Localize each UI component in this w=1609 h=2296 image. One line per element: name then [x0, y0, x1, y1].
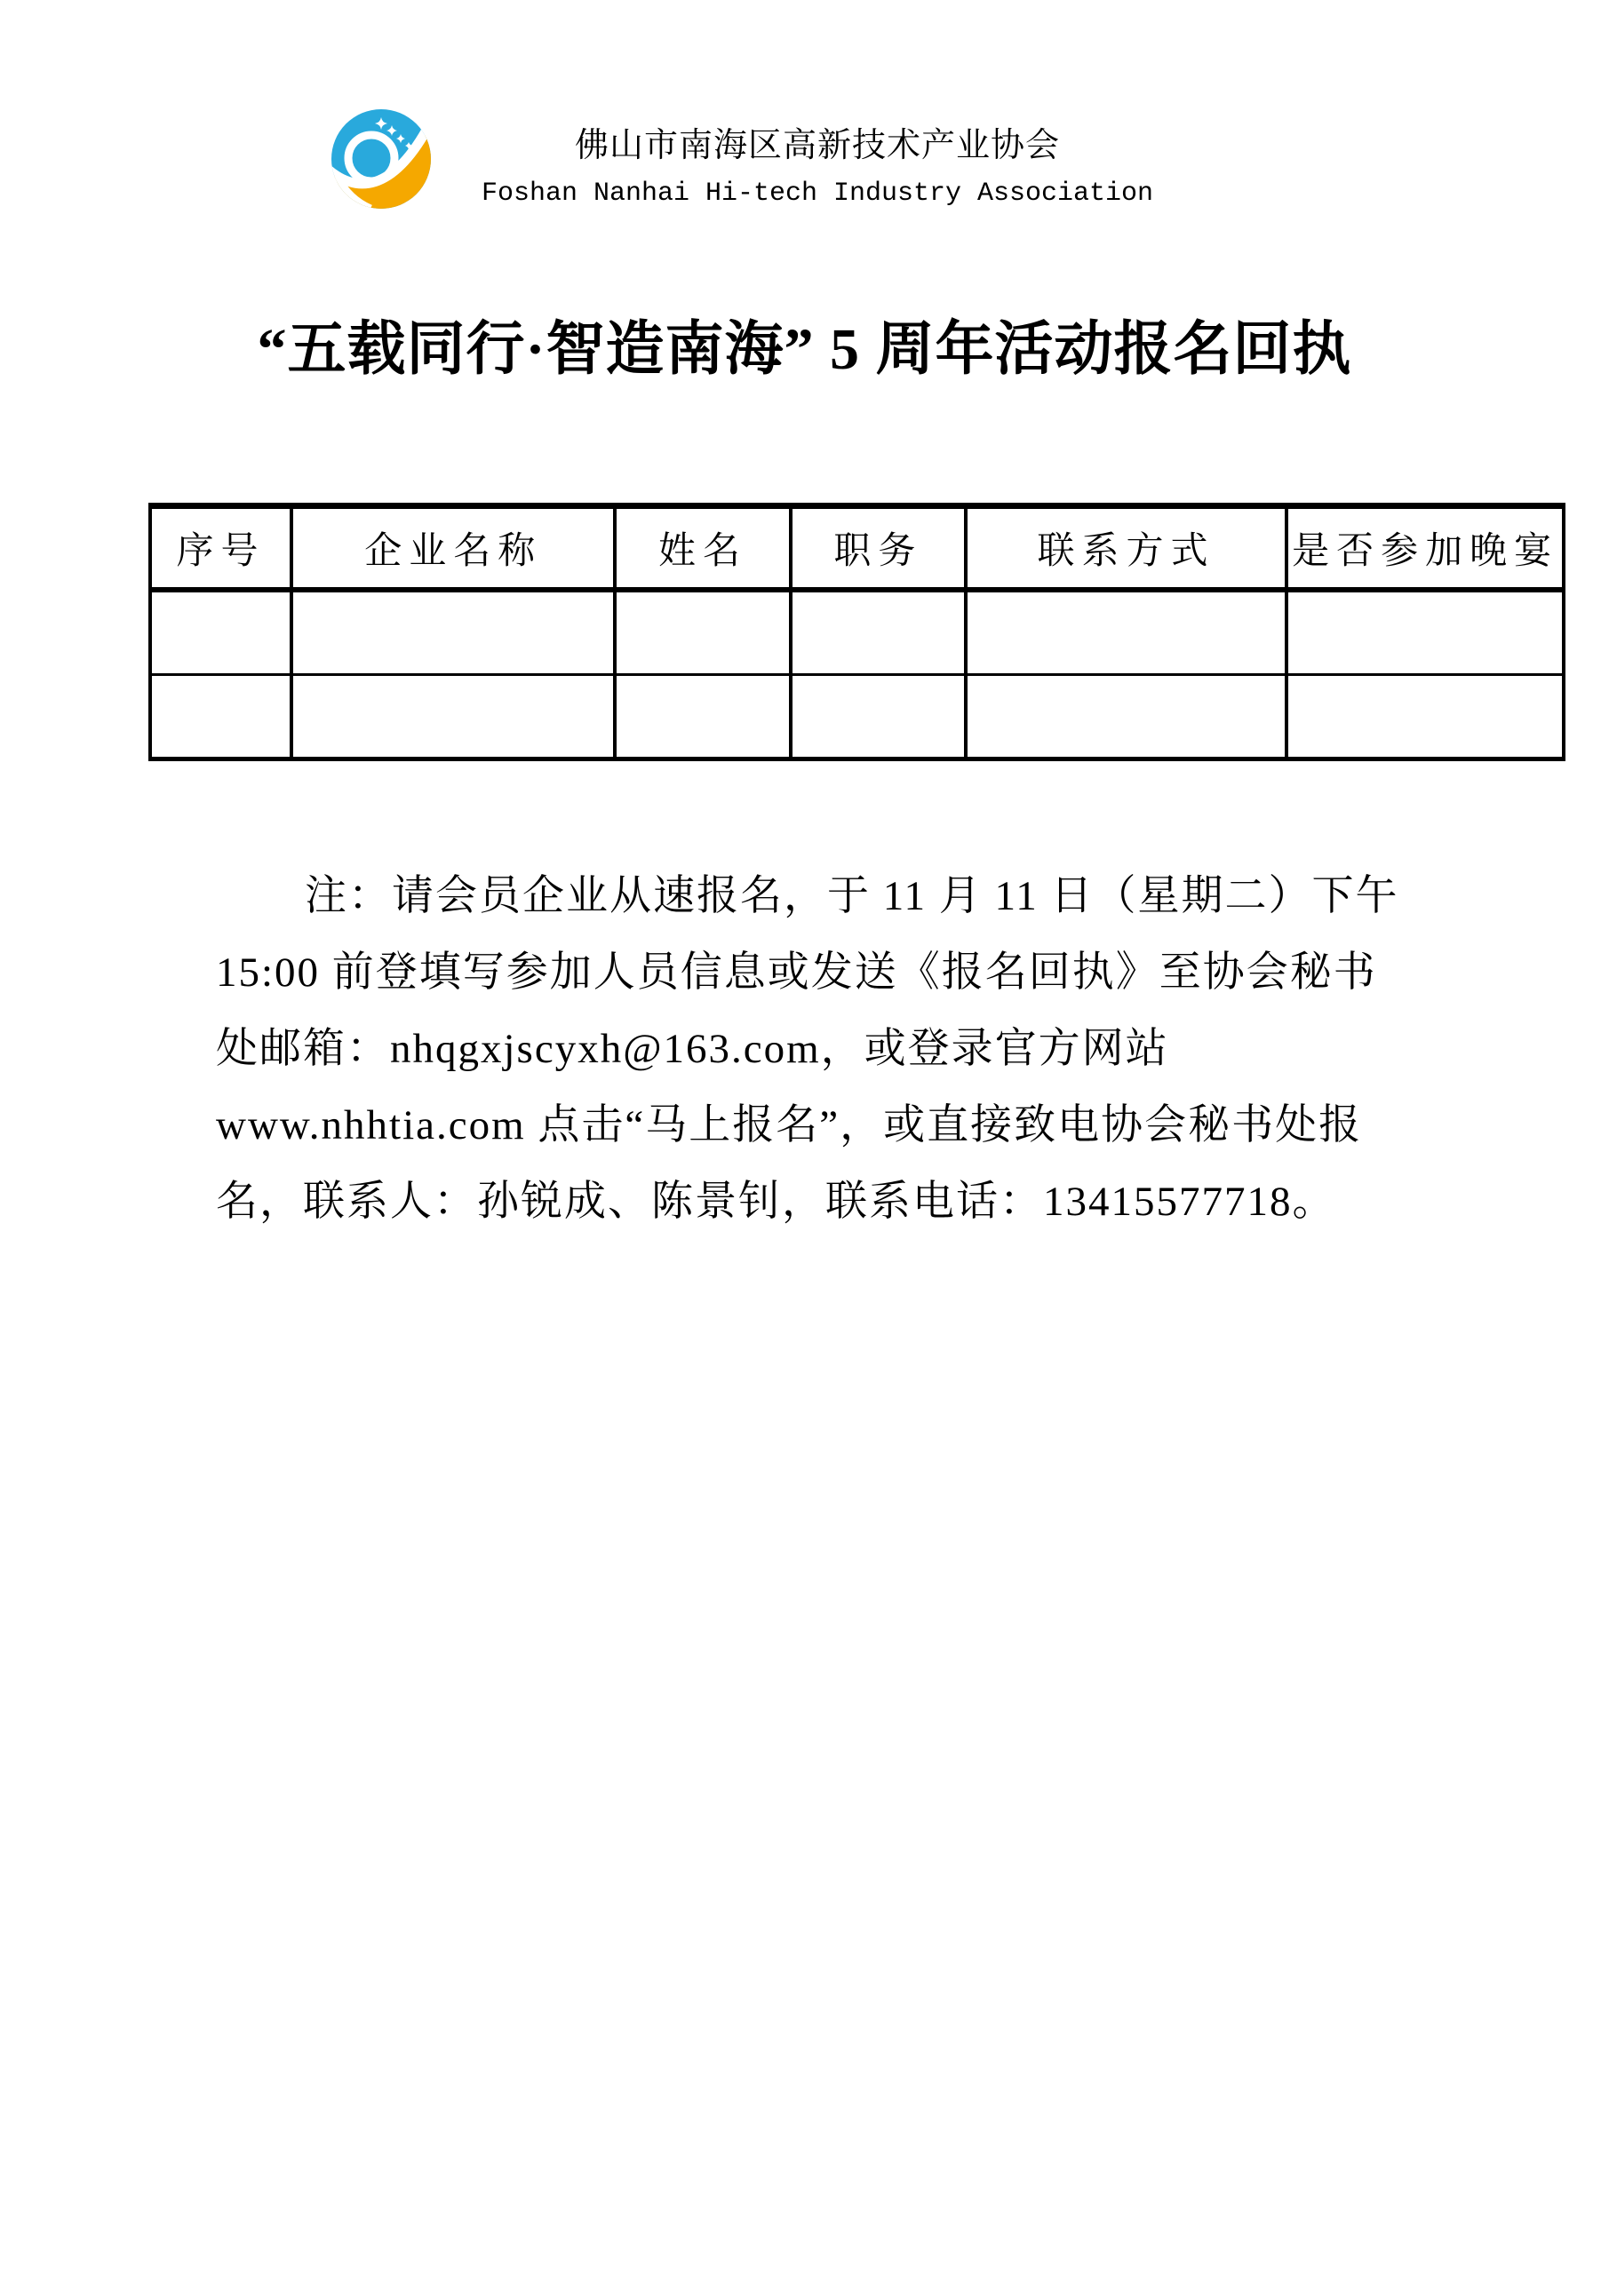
header-cell-contact: 联系方式 [966, 506, 1286, 591]
header-cell-name: 姓名 [615, 506, 790, 591]
org-name-en: Foshan Nanhai Hi-tech Industry Association [481, 179, 1154, 209]
header-cell-company: 企业名称 [291, 506, 615, 591]
table-cell-index[interactable] [150, 675, 291, 759]
org-name-block [462, 127, 1173, 209]
table-cell-contact[interactable] [966, 590, 1286, 675]
table-cell-index[interactable] [150, 590, 291, 675]
note-line: 注：请会员企业从速报名，于 11 月 11 日（星期二）下午 [305, 873, 1399, 919]
table-cell-contact[interactable] [966, 675, 1286, 759]
note-line: www.nhhtia.com 点击“马上报名”，或直接致电协会秘书处报 [216, 1102, 1363, 1148]
table-cell-company[interactable] [291, 675, 615, 759]
header-cell-post: 职务 [791, 506, 966, 591]
registration-table [148, 503, 1565, 761]
table-cell-banquet[interactable] [1286, 675, 1564, 759]
table-header-row [150, 506, 1564, 591]
org-name-zh: 佛山市南海区高新技术产业协会 [574, 127, 1060, 164]
table-cell-name[interactable] [615, 590, 790, 675]
association-logo-icon [331, 109, 431, 209]
table-row [150, 590, 1564, 675]
table-row [150, 675, 1564, 759]
document-title: “五载同行·智造南海” 5 周年活动报名回执 [257, 317, 1352, 382]
note-line: 名，联系人：孙锐成、陈景钊，联系电话：13415577718。 [216, 1179, 1336, 1225]
table-cell-post[interactable] [791, 675, 966, 759]
table-cell-post[interactable] [791, 590, 966, 675]
note-paragraph [216, 858, 1540, 1240]
table-cell-company[interactable] [291, 590, 615, 675]
note-line: 处邮箱：nhqgxjscyxh@163.com，或登录官方网站 [216, 1026, 1169, 1072]
header-cell-banquet: 是否参加晚宴 [1286, 506, 1564, 591]
note-line: 15:00 前登填写参加人员信息或发送《报名回执》至协会秘书 [216, 949, 1377, 996]
header-cell-index: 序号 [150, 506, 291, 591]
table-cell-name[interactable] [615, 675, 790, 759]
table-cell-banquet[interactable] [1286, 590, 1564, 675]
